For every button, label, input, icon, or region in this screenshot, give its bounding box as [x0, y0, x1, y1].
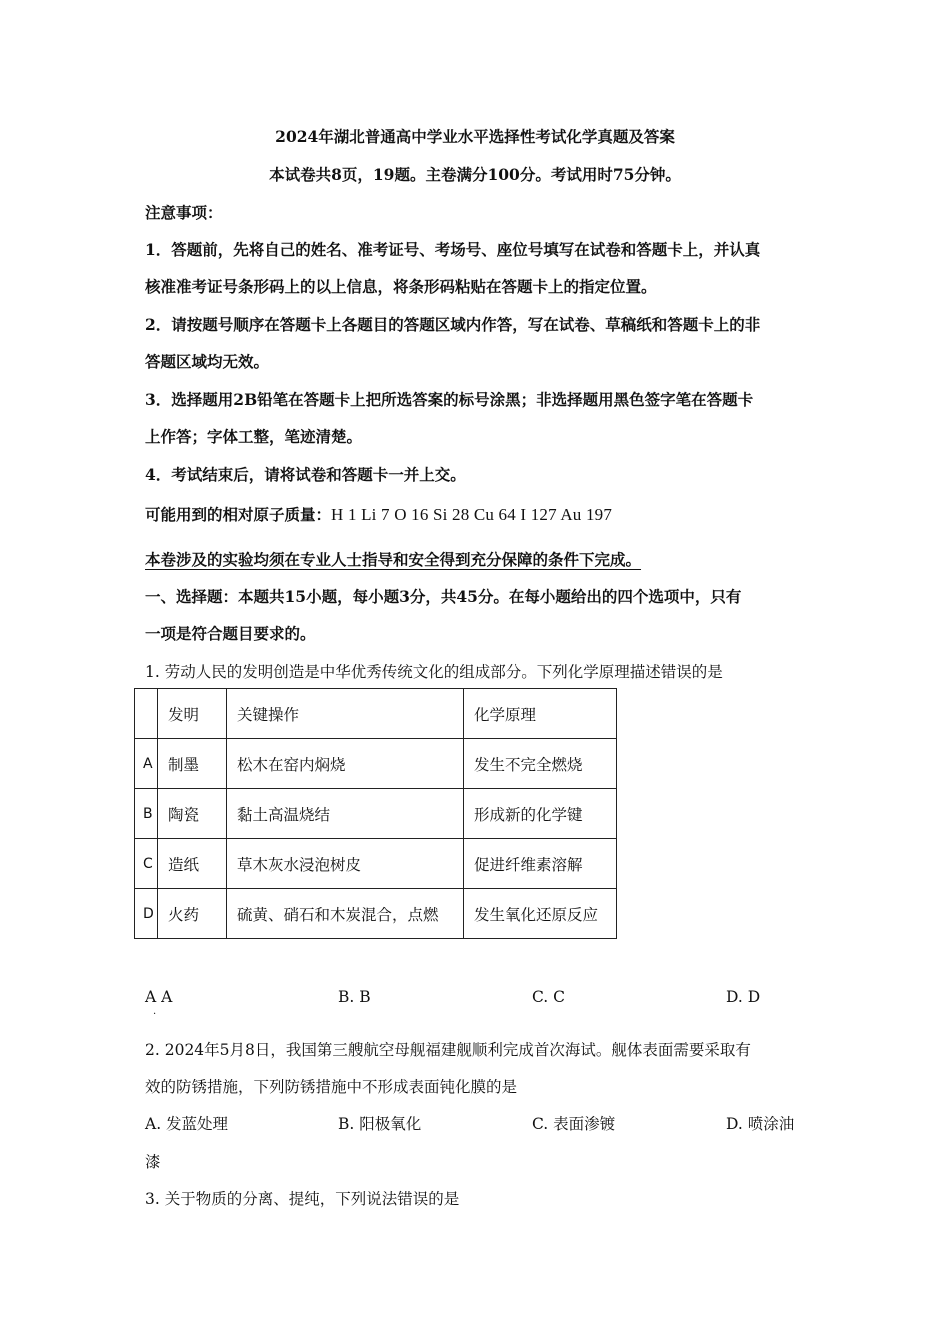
q1-option-c: C. C	[532, 988, 566, 1006]
q1-option-b: B. B	[338, 988, 371, 1006]
q2-option-d: D. 喷涂油	[726, 1115, 795, 1133]
notice-item-1-line-1: 1．答题前，先将自己的姓名、准考证号、考场号、座位号填写在试卷和答题卡上，并认真	[145, 240, 761, 259]
table-cell: 形成新的化学键	[464, 789, 617, 839]
atomic-mass-label: 可能用到的相对原子质量：	[145, 505, 332, 524]
q1-stray-dot: .	[153, 1006, 157, 1017]
table-cell: 造纸	[158, 839, 227, 889]
notice-heading: 注意事项：	[145, 203, 223, 222]
notice-item-2-line-2: 答题区域均无效。	[145, 352, 270, 371]
table-cell: 陶瓷	[158, 789, 227, 839]
q2-stem-line-2: 效的防锈措施，下列防锈措施中不形成表面钝化膜的是	[145, 1078, 518, 1096]
section1-line-1: 一、选择题：本题共15小题，每小题3分，共45分。在每小题给出的四个选项中，只有	[145, 587, 742, 606]
table-cell: 发生氧化还原反应	[464, 889, 617, 939]
table-cell: 制墨	[158, 739, 227, 789]
notice-item-2-line-1: 2．请按题号顺序在答题卡上各题目的答题区域内作答，写在试卷、草稿纸和答题卡上的非	[145, 315, 761, 334]
q1-option-d: D. D	[726, 988, 761, 1006]
section1-line-2: 一项是符合题目要求的。	[145, 624, 316, 643]
table-row	[135, 689, 617, 739]
table-row	[135, 889, 617, 939]
table-cell: 发生不完全燃烧	[464, 739, 617, 789]
table-row	[135, 739, 617, 789]
table-header-operation: 关键操作	[227, 689, 464, 739]
notice-item-3-line-2: 上作答；字体工整，笔迹清楚。	[145, 427, 363, 446]
q2-option-b: B. 阳极氧化	[338, 1115, 422, 1133]
table-cell: 黏土高温烧结	[227, 789, 464, 839]
table-cell: 松木在窑内焖烧	[227, 739, 464, 789]
q1-table	[134, 688, 617, 939]
atomic-mass-row	[145, 503, 612, 525]
q2-option-a: A. 发蓝处理	[145, 1115, 229, 1133]
q2-stem-line-1: 2. 2024年5月8日，我国第三艘航空母舰福建舰顺利完成首次海试。舰体表面需要采取有	[145, 1041, 751, 1059]
exam-subtitle: 本试卷共8页，19题。主卷满分100分。考试用时75分钟。	[269, 165, 681, 184]
table-cell: B	[135, 789, 158, 839]
q1-option-a: A A	[145, 988, 173, 1006]
table-cell: 促进纤维素溶解	[464, 839, 617, 889]
table-cell	[135, 689, 158, 739]
safety-note: 本卷涉及的实验均须在专业人士指导和安全得到充分保障的条件下完成。	[145, 550, 642, 569]
table-row	[135, 839, 617, 889]
q2-option-d-wrap: 漆	[145, 1153, 161, 1171]
q1-stem: 1. 劳动人民的发明创造是中华优秀传统文化的组成部分。下列化学原理描述错误的是	[145, 663, 723, 681]
table-row	[135, 789, 617, 839]
table-cell: A	[135, 739, 158, 789]
table-cell: C	[135, 839, 158, 889]
notice-item-4: 4．考试结束后，请将试卷和答题卡一并上交。	[145, 465, 466, 484]
q3-stem: 3. 关于物质的分离、提纯，下列说法错误的是	[145, 1190, 460, 1208]
table-header-invention: 发明	[158, 689, 227, 739]
atomic-mass-values: H 1 Li 7 O 16 Si 28 Cu 64 I 127 Au 197	[331, 505, 613, 524]
table-cell: 硫黄、硝石和木炭混合，点燃	[227, 889, 464, 939]
q2-option-c: C. 表面渗镀	[532, 1115, 616, 1133]
table-cell: 火药	[158, 889, 227, 939]
table-cell: D	[135, 889, 158, 939]
table-cell: 草木灰水浸泡树皮	[227, 839, 464, 889]
table-header-principle: 化学原理	[464, 689, 617, 739]
exam-title: 2024年湖北普通高中学业水平选择性考试化学真题及答案	[275, 127, 675, 146]
notice-item-3-line-1: 3．选择题用2B铅笔在答题卡上把所选答案的标号涂黑；非选择题用黑色签字笔在答题卡	[145, 390, 754, 409]
notice-item-1-line-2: 核准准考证号条形码上的以上信息，将条形码粘贴在答题卡上的指定位置。	[145, 277, 657, 296]
